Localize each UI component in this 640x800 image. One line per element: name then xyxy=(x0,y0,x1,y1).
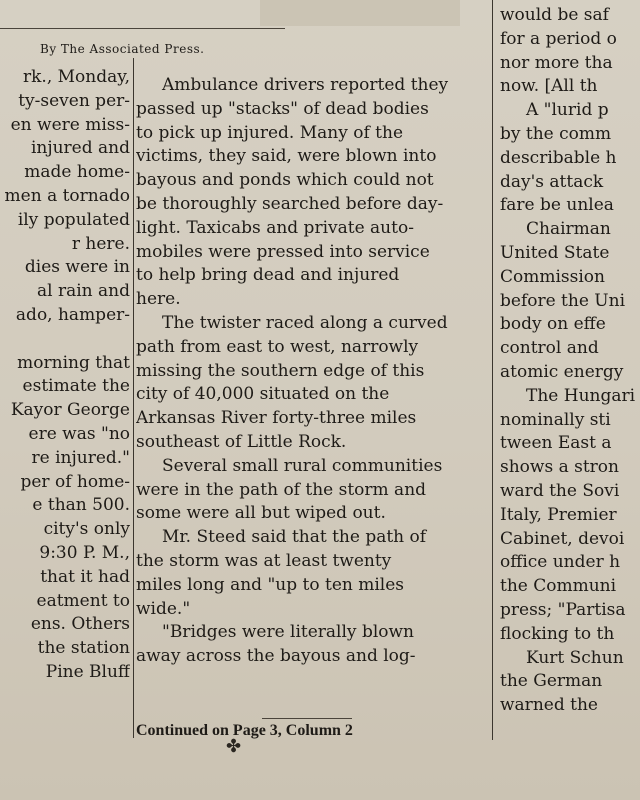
text-line: ens. Others xyxy=(30,614,130,635)
text-line: The Hungari xyxy=(526,385,636,406)
text-line: nominally sti xyxy=(500,409,611,430)
text-line: The twister raced along a curved xyxy=(162,312,448,333)
text-line: wide." xyxy=(136,598,191,619)
text-line: describable h xyxy=(500,147,617,168)
text-line: Commission xyxy=(500,266,605,287)
text-line: away across the bayous and log- xyxy=(136,646,416,667)
text-line: ado, hamper- xyxy=(15,304,130,325)
text-line: Mr. Steed said that the path of xyxy=(162,527,427,548)
text-line: shows a stron xyxy=(500,457,619,478)
text-line: here. xyxy=(136,289,181,310)
text-line: per of home- xyxy=(20,471,130,492)
column-rule-left xyxy=(133,58,134,738)
text-line: 9:30 P. M., xyxy=(39,542,130,563)
text-line: A "lurid p xyxy=(526,100,609,121)
text-line: al rain and xyxy=(37,281,130,302)
text-line: mobiles were pressed into service xyxy=(136,241,430,262)
text-line: body on effe xyxy=(500,314,606,335)
right-column xyxy=(500,4,640,718)
text-line: press; "Partisa xyxy=(500,599,626,620)
text-line: were in the path of the storm and xyxy=(136,479,427,500)
text-line: rk., Monday, xyxy=(23,67,130,87)
text-line: bayous and ponds which could not xyxy=(136,170,434,191)
text-line: Kurt Schun xyxy=(526,647,624,668)
text-line: e than 500. xyxy=(32,495,130,516)
text-line: Arkansas River forty-three miles xyxy=(136,408,417,429)
text-line: to pick up injured. Many of the xyxy=(136,122,404,143)
text-line: made home- xyxy=(24,162,130,183)
text-line: light. Taxicabs and private auto- xyxy=(136,217,414,238)
text-line: be thoroughly searched before day- xyxy=(136,193,444,214)
text-line: warned the xyxy=(500,695,598,716)
text-line: to help bring dead and injured xyxy=(136,265,400,286)
text-line: morning that xyxy=(17,352,130,373)
column-rule-right xyxy=(492,0,493,740)
text-line: the storm was at least twenty xyxy=(136,550,392,571)
text-line: men a tornado xyxy=(4,185,130,206)
continued-rule xyxy=(262,718,352,719)
text-line: city of 40,000 situated on the xyxy=(136,384,390,405)
text-line: ward the Sovi xyxy=(500,480,620,501)
text-line: tween East a xyxy=(500,433,612,454)
text-line: Ambulance drivers reported they xyxy=(162,75,449,95)
text-line: now. [All th xyxy=(500,76,598,97)
text-line: re injured." xyxy=(31,447,130,468)
text-line: ere was "no xyxy=(28,423,130,444)
text-line: ty-seven per- xyxy=(18,90,130,111)
text-line: the German xyxy=(500,671,603,692)
text-line: dies were in xyxy=(24,257,130,278)
text-line: Pine Bluff xyxy=(45,661,130,682)
text-line: for a period o xyxy=(500,28,617,49)
text-line: estimate the xyxy=(22,376,130,397)
text-line: that it had xyxy=(40,566,130,587)
text-line: Kayor George xyxy=(10,400,130,421)
text-line: miles long and "up to ten miles xyxy=(136,574,405,595)
text-line: day's attack xyxy=(500,171,604,192)
text-line: before the Uni xyxy=(500,290,626,311)
text-line: Cabinet, devoi xyxy=(500,528,625,549)
byline: By The Associated Press. xyxy=(40,42,205,56)
text-line: eatment to xyxy=(36,590,130,611)
text-line: victims, they said, were blown into xyxy=(136,146,437,167)
middle-column xyxy=(136,74,486,669)
text-line: Several small rural communities xyxy=(162,455,443,476)
headline-rule xyxy=(0,28,285,29)
text-line: r here. xyxy=(71,233,130,254)
text-line: nor more tha xyxy=(500,52,613,73)
text-line: injured and xyxy=(30,138,130,159)
text-line: the Communi xyxy=(500,576,617,597)
text-line: fare be unlea xyxy=(500,195,614,216)
left-column xyxy=(0,66,130,685)
text-line: flocking to th xyxy=(500,623,615,644)
text-line: office under h xyxy=(500,552,621,573)
text-line: city's only xyxy=(43,519,130,540)
continued-note: Continued on Page 3, Column 2 xyxy=(136,722,353,739)
text-line: control and xyxy=(500,338,599,359)
text-line: United State xyxy=(500,242,610,263)
text-line: path from east to west, narrowly xyxy=(136,336,419,357)
text-line xyxy=(0,328,130,352)
faded-headline xyxy=(260,0,460,26)
text-line: en were miss- xyxy=(10,114,130,135)
text-line: missing the southern edge of this xyxy=(136,360,425,381)
text-line: southeast of Little Rock. xyxy=(136,431,347,452)
text-line: the station xyxy=(37,638,130,659)
text-line: some were all but wiped out. xyxy=(136,503,386,524)
text-line: would be saf xyxy=(500,5,609,25)
text-line: "Bridges were literally blown xyxy=(162,622,414,643)
ornament-icon: ✤ xyxy=(226,736,242,757)
text-line: by the comm xyxy=(500,123,612,144)
text-line: Chairman xyxy=(526,219,611,240)
text-line: atomic energy xyxy=(500,361,624,382)
text-line: passed up "stacks" of dead bodies xyxy=(136,98,429,119)
text-line: Italy, Premier xyxy=(500,504,617,525)
text-line: ily populated xyxy=(17,209,130,230)
